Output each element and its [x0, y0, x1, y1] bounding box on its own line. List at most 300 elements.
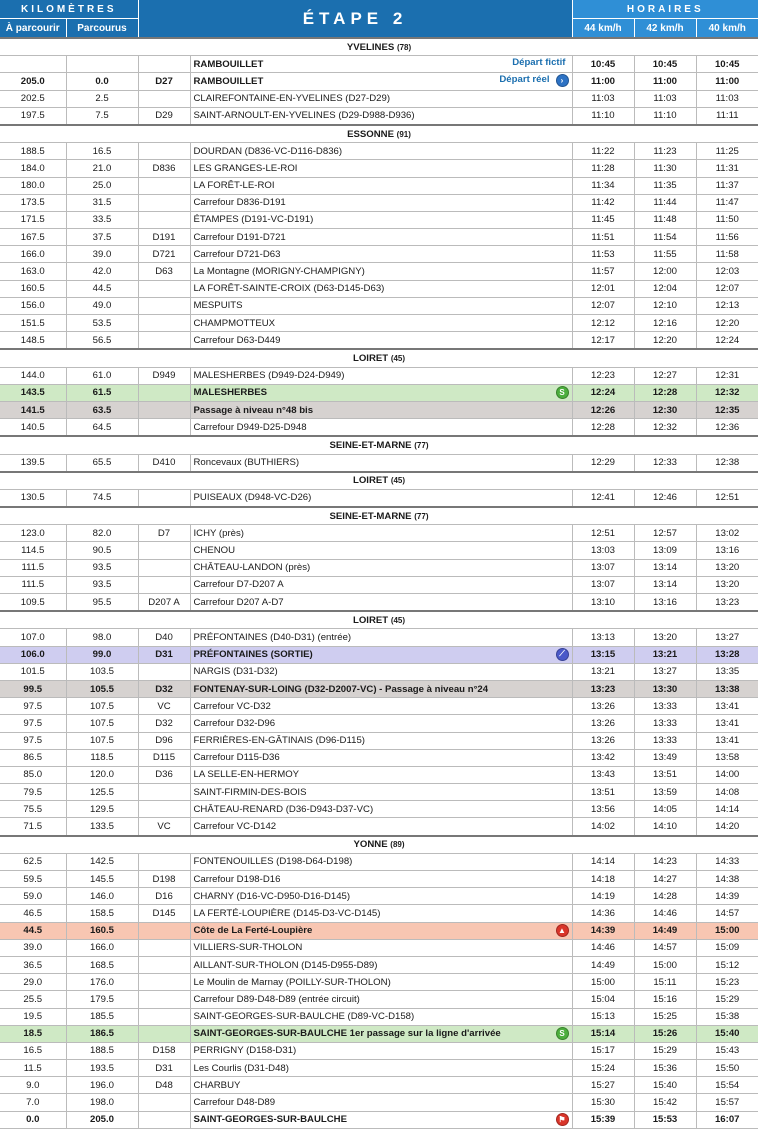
time-44-cell: 13:23: [572, 680, 634, 697]
place-cell: [190, 801, 572, 818]
itinerary-row: [0, 698, 758, 715]
place-cell: [190, 280, 572, 297]
itinerary-row: [0, 419, 758, 437]
itinerary-row: [0, 107, 758, 125]
km-covered-cell: 133.5: [66, 818, 138, 836]
road-cell: [138, 143, 190, 160]
time-44-cell: 15:27: [572, 1077, 634, 1094]
itinerary-row: [0, 1077, 758, 1094]
km-remaining-cell: 141.5: [0, 401, 66, 418]
km-remaining-cell: 59.5: [0, 871, 66, 888]
place-cell: [190, 454, 572, 472]
time-44-cell: 13:15: [572, 646, 634, 663]
place-cell: [190, 315, 572, 332]
km-remaining-cell: 143.5: [0, 384, 66, 401]
stage-title: ÉTAPE 2: [138, 0, 572, 38]
time-44-cell: 12:12: [572, 315, 634, 332]
km-remaining-cell: 167.5: [0, 229, 66, 246]
time-42-cell: 13:33: [634, 732, 696, 749]
km-covered-cell: 7.5: [66, 107, 138, 125]
road-cell: D115: [138, 749, 190, 766]
place-cell: [190, 489, 572, 507]
time-44-cell: 13:13: [572, 629, 634, 646]
time-42-cell: 14:49: [634, 922, 696, 939]
road-cell: D32: [138, 715, 190, 732]
km-remaining-cell: 99.5: [0, 680, 66, 697]
road-cell: [138, 1008, 190, 1025]
time-44-cell: 13:26: [572, 698, 634, 715]
itinerary-row: [0, 297, 758, 314]
road-cell: [138, 991, 190, 1008]
road-cell: D27: [138, 73, 190, 90]
region-department-number: (45): [390, 476, 406, 486]
place-name: Carrefour D721-D63: [193, 248, 281, 260]
km-covered-cell: 37.5: [66, 229, 138, 246]
place-name: SAINT-GEORGES-SUR-BAULCHE: [193, 1114, 348, 1126]
km-remaining-cell: 0.0: [0, 1111, 66, 1128]
place-cell: [190, 177, 572, 194]
km-covered-cell: 64.5: [66, 419, 138, 437]
place-name: Carrefour D115-D36: [193, 752, 280, 764]
time-40-cell: 14:57: [696, 905, 758, 922]
depart-icon: ›: [556, 74, 569, 87]
itinerary-row: [0, 1060, 758, 1077]
time-40-cell: 15:38: [696, 1008, 758, 1025]
time-40-cell: 12:13: [696, 297, 758, 314]
km-covered-cell: 145.5: [66, 871, 138, 888]
road-cell: D31: [138, 646, 190, 663]
road-cell: [138, 384, 190, 401]
km-covered-cell: 196.0: [66, 1077, 138, 1094]
place-name: MALESHERBES (D949-D24-D949): [193, 370, 345, 382]
region-department-number: (45): [390, 353, 406, 363]
time-42-cell: 12:04: [634, 280, 696, 297]
km-remaining-cell: 151.5: [0, 315, 66, 332]
time-42-cell: 13:27: [634, 663, 696, 680]
itinerary-row: [0, 263, 758, 280]
time-44-cell: 14:18: [572, 871, 634, 888]
place-name: MALESHERBES: [193, 387, 268, 399]
road-cell: [138, 315, 190, 332]
road-cell: [138, 542, 190, 559]
departure-note: Départ réel: [499, 74, 550, 86]
time-42-cell: 13:49: [634, 749, 696, 766]
itinerary-row: [0, 332, 758, 350]
place-name: DOURDAN (D836-VC-D116-D836): [193, 145, 343, 157]
km-covered-cell: 95.5: [66, 594, 138, 612]
time-44-cell: 11:10: [572, 107, 634, 125]
time-40-cell: 15:00: [696, 922, 758, 939]
place-cell: [190, 1008, 572, 1025]
km-covered-cell: 120.0: [66, 766, 138, 783]
time-44-cell: 11:45: [572, 211, 634, 228]
time-40-cell: 12:38: [696, 454, 758, 472]
region-header-row: [0, 507, 758, 525]
road-cell: D32: [138, 680, 190, 697]
time-44-cell: 12:01: [572, 280, 634, 297]
time-40-cell: 11:58: [696, 246, 758, 263]
km-remaining-cell: 18.5: [0, 1025, 66, 1042]
road-cell: D207 A: [138, 594, 190, 612]
road-cell: [138, 1111, 190, 1128]
time-42-cell: 13:21: [634, 646, 696, 663]
region-name: YONNE: [353, 839, 388, 851]
time-42-cell: 12:20: [634, 332, 696, 350]
place-cell: [190, 646, 572, 663]
place-cell: [190, 698, 572, 715]
itinerary-row: [0, 680, 758, 697]
itinerary-row: [0, 367, 758, 384]
time-40-cell: 13:16: [696, 542, 758, 559]
place-name: RAMBOUILLET: [193, 75, 264, 87]
time-44-cell: 13:26: [572, 732, 634, 749]
road-cell: [138, 974, 190, 991]
km-covered-cell: 168.5: [66, 956, 138, 973]
time-42-cell: 15:16: [634, 991, 696, 1008]
km-covered-cell: 107.5: [66, 715, 138, 732]
km-remaining-cell: 44.5: [0, 922, 66, 939]
time-42-cell: 12:46: [634, 489, 696, 507]
place-cell: [190, 401, 572, 418]
region-cell: [0, 436, 758, 454]
time-40-cell: 15:40: [696, 1025, 758, 1042]
km-covered-cell: 44.5: [66, 280, 138, 297]
speed-42-header: 42 km/h: [634, 19, 696, 39]
km-covered-cell: 33.5: [66, 211, 138, 228]
km-covered-cell: 49.0: [66, 297, 138, 314]
itinerary-row: [0, 73, 758, 90]
itinerary-row: [0, 888, 758, 905]
time-44-cell: 11:57: [572, 263, 634, 280]
time-42-cell: 15:25: [634, 1008, 696, 1025]
km-covered-cell: 61.5: [66, 384, 138, 401]
itinerary-row: [0, 211, 758, 228]
region-header-row: [0, 125, 758, 143]
time-42-cell: 12:32: [634, 419, 696, 437]
km-remaining-cell: 29.0: [0, 974, 66, 991]
time-44-cell: 14:19: [572, 888, 634, 905]
place-name: FERRIÈRES-EN-GÂTINAIS (D96-D115): [193, 735, 365, 747]
km-remaining-cell: 85.0: [0, 766, 66, 783]
place-name: CHÂTEAU-LANDON (près): [193, 562, 311, 574]
time-42-cell: 12:33: [634, 454, 696, 472]
time-42-cell: 15:53: [634, 1111, 696, 1128]
time-42-cell: 14:57: [634, 939, 696, 956]
km-remaining-cell: 71.5: [0, 818, 66, 836]
place-cell: [190, 939, 572, 956]
place-cell: [190, 419, 572, 437]
km-covered-cell: 142.5: [66, 853, 138, 870]
place-cell: [190, 905, 572, 922]
time-42-cell: 10:45: [634, 56, 696, 73]
place-cell: [190, 888, 572, 905]
place-cell: [190, 211, 572, 228]
itinerary-row: [0, 818, 758, 836]
time-40-cell: 14:39: [696, 888, 758, 905]
km-covered-cell: 103.5: [66, 663, 138, 680]
time-44-cell: 11:34: [572, 177, 634, 194]
region-header-row: [0, 436, 758, 454]
itinerary-row: [0, 315, 758, 332]
km-covered-cell: 146.0: [66, 888, 138, 905]
place-name: VILLIERS-SUR-THOLON: [193, 942, 303, 954]
road-cell: [138, 401, 190, 418]
km-remaining-cell: 202.5: [0, 90, 66, 107]
itinerary-row: [0, 1111, 758, 1128]
time-42-cell: 14:46: [634, 905, 696, 922]
place-name: PUISEAUX (D948-VC-D26): [193, 492, 312, 504]
place-name: RAMBOUILLET: [193, 58, 264, 70]
region-header-row: [0, 472, 758, 490]
place-name: ICHY (près): [193, 527, 244, 539]
time-42-cell: 14:27: [634, 871, 696, 888]
region-department-number: (78): [396, 42, 412, 52]
time-42-cell: 11:10: [634, 107, 696, 125]
place-name: Passage à niveau n°48 bis: [193, 404, 314, 416]
kilometres-header: KILOMÈTRES: [0, 0, 138, 19]
time-40-cell: 12:51: [696, 489, 758, 507]
km-remaining-cell: 75.5: [0, 801, 66, 818]
itinerary-row: [0, 663, 758, 680]
place-cell: [190, 194, 572, 211]
time-40-cell: 12:32: [696, 384, 758, 401]
km-covered-cell: 198.0: [66, 1094, 138, 1111]
time-40-cell: 15:43: [696, 1042, 758, 1059]
time-40-cell: 12:31: [696, 367, 758, 384]
time-40-cell: 10:45: [696, 56, 758, 73]
place-cell: [190, 818, 572, 836]
km-remaining-cell: 101.5: [0, 663, 66, 680]
time-44-cell: 13:07: [572, 559, 634, 576]
km-covered-cell: 160.5: [66, 922, 138, 939]
km-covered-cell: 205.0: [66, 1111, 138, 1128]
road-cell: D410: [138, 454, 190, 472]
region-name: ESSONNE: [347, 128, 394, 140]
itinerary-row: [0, 766, 758, 783]
region-department-number: (45): [390, 615, 406, 625]
road-cell: [138, 1094, 190, 1111]
place-cell: [190, 542, 572, 559]
itinerary-row: [0, 1042, 758, 1059]
place-cell: [190, 1094, 572, 1111]
place-name: AILLANT-SUR-THOLON (D145-D955-D89): [193, 959, 378, 971]
region-name: LOIRET: [352, 352, 389, 364]
road-cell: D191: [138, 229, 190, 246]
road-cell: D836: [138, 160, 190, 177]
time-42-cell: 13:14: [634, 559, 696, 576]
road-cell: [138, 280, 190, 297]
region-cell: [0, 38, 758, 56]
km-covered-cell: 25.0: [66, 177, 138, 194]
time-42-cell: 11:55: [634, 246, 696, 263]
place-cell: [190, 559, 572, 576]
speed-44-header: 44 km/h: [572, 19, 634, 39]
itinerary-row: [0, 732, 758, 749]
place-name: FONTENAY-SUR-LOING (D32-D2007-VC) - Passage à niveau n°24: [193, 683, 489, 695]
place-cell: [190, 1077, 572, 1094]
road-cell: D721: [138, 246, 190, 263]
place-cell: [190, 143, 572, 160]
region-header-row: [0, 836, 758, 854]
itinerary-row: [0, 801, 758, 818]
itinerary-row: [0, 646, 758, 663]
time-42-cell: 14:28: [634, 888, 696, 905]
time-42-cell: 12:57: [634, 525, 696, 542]
time-42-cell: 13:14: [634, 576, 696, 593]
place-name: SAINT-ARNOULT-EN-YVELINES (D29-D988-D936): [193, 110, 415, 122]
time-44-cell: 12:26: [572, 401, 634, 418]
road-cell: [138, 576, 190, 593]
time-44-cell: 11:42: [572, 194, 634, 211]
km-covered-cell: 93.5: [66, 576, 138, 593]
time-44-cell: 13:26: [572, 715, 634, 732]
road-cell: [138, 332, 190, 350]
place-name: Carrefour D949-D25-D948: [193, 421, 307, 433]
departure-note: Départ fictif: [512, 57, 566, 69]
km-remaining-cell: [0, 56, 66, 73]
place-cell: [190, 107, 572, 125]
time-44-cell: 13:51: [572, 784, 634, 801]
itinerary-row: [0, 922, 758, 939]
place-cell: [190, 853, 572, 870]
itinerary-row: [0, 384, 758, 401]
km-remaining-cell: 114.5: [0, 542, 66, 559]
time-44-cell: 14:46: [572, 939, 634, 956]
itinerary-row: [0, 974, 758, 991]
place-cell: [190, 629, 572, 646]
time-40-cell: 15:54: [696, 1077, 758, 1094]
time-44-cell: 14:14: [572, 853, 634, 870]
time-44-cell: 13:10: [572, 594, 634, 612]
time-40-cell: 13:35: [696, 663, 758, 680]
road-cell: D40: [138, 629, 190, 646]
km-remaining-cell: 106.0: [0, 646, 66, 663]
time-44-cell: 15:14: [572, 1025, 634, 1042]
time-44-cell: 15:04: [572, 991, 634, 1008]
road-cell: D29: [138, 107, 190, 125]
time-44-cell: 11:28: [572, 160, 634, 177]
time-42-cell: 11:23: [634, 143, 696, 160]
time-44-cell: 15:24: [572, 1060, 634, 1077]
itinerary-row: [0, 401, 758, 418]
region-name: LOIRET: [352, 475, 389, 487]
place-name: Carrefour D63-D449: [193, 334, 281, 346]
road-cell: [138, 801, 190, 818]
time-42-cell: 12:30: [634, 401, 696, 418]
itinerary-row: [0, 1094, 758, 1111]
time-40-cell: 12:35: [696, 401, 758, 418]
place-name: SAINT-GEORGES-SUR-BAULCHE (D89-VC-D158): [193, 1011, 415, 1023]
itinerary-row: [0, 871, 758, 888]
time-40-cell: 11:47: [696, 194, 758, 211]
km-remaining-cell: 36.5: [0, 956, 66, 973]
place-name: PRÉFONTAINES (D40-D31) (entrée): [193, 631, 352, 643]
km-covered-cell: 125.5: [66, 784, 138, 801]
time-42-cell: 15:36: [634, 1060, 696, 1077]
feed-icon: ⟋: [556, 648, 569, 661]
time-40-cell: 11:11: [696, 107, 758, 125]
time-42-cell: 11:48: [634, 211, 696, 228]
km-remaining-cell: 171.5: [0, 211, 66, 228]
place-name: FONTENOUILLES (D198-D64-D198): [193, 856, 353, 868]
place-name: CLAIREFONTAINE-EN-YVELINES (D27-D29): [193, 93, 391, 105]
road-cell: D158: [138, 1042, 190, 1059]
region-name: LOIRET: [352, 614, 389, 626]
itinerary-row: [0, 160, 758, 177]
parcourus-header: Parcourus: [66, 19, 138, 39]
place-name: PRÉFONTAINES (SORTIE): [193, 649, 313, 661]
time-40-cell: 12:07: [696, 280, 758, 297]
km-remaining-cell: 123.0: [0, 525, 66, 542]
region-cell: [0, 472, 758, 490]
time-42-cell: 15:42: [634, 1094, 696, 1111]
km-covered-cell: 53.5: [66, 315, 138, 332]
time-40-cell: 11:03: [696, 90, 758, 107]
region-cell: [0, 611, 758, 629]
region-header-row: [0, 38, 758, 56]
road-cell: [138, 419, 190, 437]
region-department-number: (77): [414, 511, 429, 521]
a-parcourir-header: À parcourir: [0, 19, 66, 39]
time-44-cell: 13:07: [572, 576, 634, 593]
km-covered-cell: 158.5: [66, 905, 138, 922]
time-40-cell: 11:31: [696, 160, 758, 177]
time-40-cell: 13:41: [696, 732, 758, 749]
region-department-number: (89): [390, 840, 405, 850]
road-cell: D96: [138, 732, 190, 749]
place-cell: [190, 1042, 572, 1059]
km-remaining-cell: 16.5: [0, 1042, 66, 1059]
itinerary-row: [0, 246, 758, 263]
km-remaining-cell: 111.5: [0, 559, 66, 576]
km-remaining-cell: 7.0: [0, 1094, 66, 1111]
itinerary-row: [0, 56, 758, 73]
itinerary-row: [0, 905, 758, 922]
time-42-cell: 11:44: [634, 194, 696, 211]
itinerary-row: [0, 784, 758, 801]
time-40-cell: 15:12: [696, 956, 758, 973]
time-42-cell: 12:10: [634, 297, 696, 314]
place-name: Carrefour D836-D191: [193, 197, 286, 209]
km-covered-cell: 105.5: [66, 680, 138, 697]
km-covered-cell: 61.0: [66, 367, 138, 384]
time-42-cell: 15:26: [634, 1025, 696, 1042]
time-44-cell: 12:24: [572, 384, 634, 401]
place-name: LA SELLE-EN-HERMOY: [193, 769, 300, 781]
time-44-cell: 12:28: [572, 419, 634, 437]
place-cell: [190, 384, 572, 401]
time-42-cell: 13:30: [634, 680, 696, 697]
road-cell: D145: [138, 905, 190, 922]
time-44-cell: 15:13: [572, 1008, 634, 1025]
region-name: SEINE-ET-MARNE: [329, 510, 412, 522]
time-44-cell: 13:03: [572, 542, 634, 559]
km-covered-cell: 31.5: [66, 194, 138, 211]
place-name: CHARBUY: [193, 1079, 241, 1091]
time-44-cell: 12:17: [572, 332, 634, 350]
time-40-cell: 16:07: [696, 1111, 758, 1128]
place-name: Carrefour VC-D142: [193, 821, 277, 833]
place-name: Les Courlis (D31-D48): [193, 1062, 289, 1074]
km-covered-cell: 98.0: [66, 629, 138, 646]
region-department-number: (77): [414, 440, 429, 450]
time-40-cell: 11:37: [696, 177, 758, 194]
time-40-cell: 15:29: [696, 991, 758, 1008]
km-remaining-cell: 148.5: [0, 332, 66, 350]
km-covered-cell: 21.0: [66, 160, 138, 177]
time-44-cell: 15:17: [572, 1042, 634, 1059]
place-cell: [190, 297, 572, 314]
